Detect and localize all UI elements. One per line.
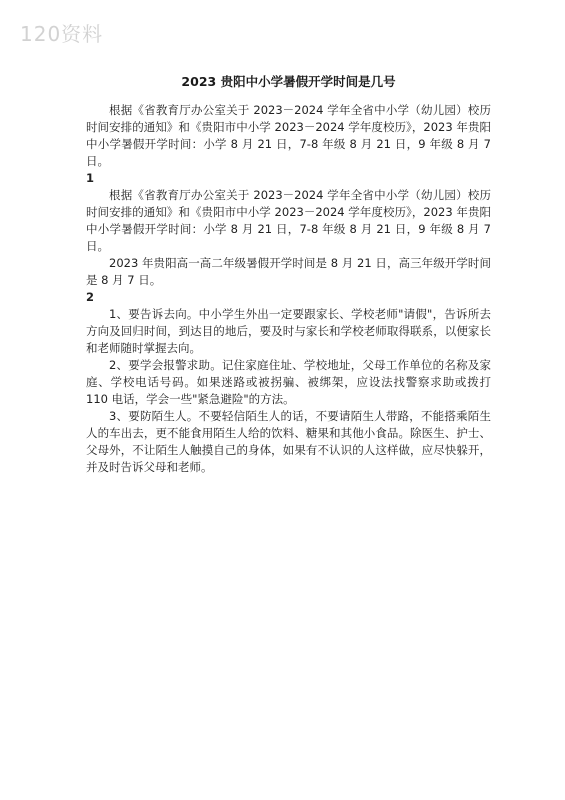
section-1-paragraph: 根据《省教育厅办公室关于 2023－2024 学年全省中小学（幼儿园）校历时间安排的通知》和《贵阳市中小学 2023－2024 学年度校历》，2023 年贵阳中小学暑假开学时间：小学 8 月 21 日，7-8 年级 8 月 21 日，9 年级 8 月 7 日。: [86, 188, 491, 253]
intro-paragraph: 根据《省教育厅办公室关于 2023－2024 学年全省中小学（幼儿园）校历时间安排的通知》和《贵阳市中小学 2023－2024 学年度校历》，2023 年贵阳中小学暑假开学时间：小学 8 月 21 日，7-8 年级 8 月 21 日，9 年级 8 月 7 日。: [86, 103, 491, 168]
section-number-1: 1: [86, 171, 95, 185]
section-1-paragraph: 2023 年贵阳高一高二年级暑假开学时间是 8 月 21 日，高三年级开学时间是 8 月 7 日。: [86, 256, 491, 287]
document-body: [86, 72, 491, 476]
section-number-2: 2: [86, 290, 95, 304]
document-title: 2023 贵阳中小学暑假开学时间是几号: [181, 74, 396, 89]
safety-tip-paragraph: 3、要防陌生人。不要轻信陌生人的话，不要请陌生人带路，不能搭乘陌生人的车出去，更不能食用陌生人给的饮料、糖果和其他小食品。除医生、护士、父母外，不让陌生人触摸自己的身体，如果有不认识的人这样做，应尽快躲开，并及时告诉父母和老师。: [86, 409, 491, 474]
safety-tip-paragraph: 2、要学会报警求助。记住家庭住址、学校地址，父母工作单位的名称及家庭、学校电话号码。如果迷路或被拐骗、被绑架，应设法找警察求助或拨打 110 电话，学会一些"紧急避险"的方法。: [86, 358, 491, 406]
watermark: 120资料: [20, 22, 104, 46]
safety-tip-paragraph: 1、要告诉去向。中小学生外出一定要跟家长、学校老师"请假"，告诉所去方向及回归时间，到达目的地后，要及时与家长和学校老师取得联系，以便家长和老师随时掌握去向。: [86, 307, 491, 355]
